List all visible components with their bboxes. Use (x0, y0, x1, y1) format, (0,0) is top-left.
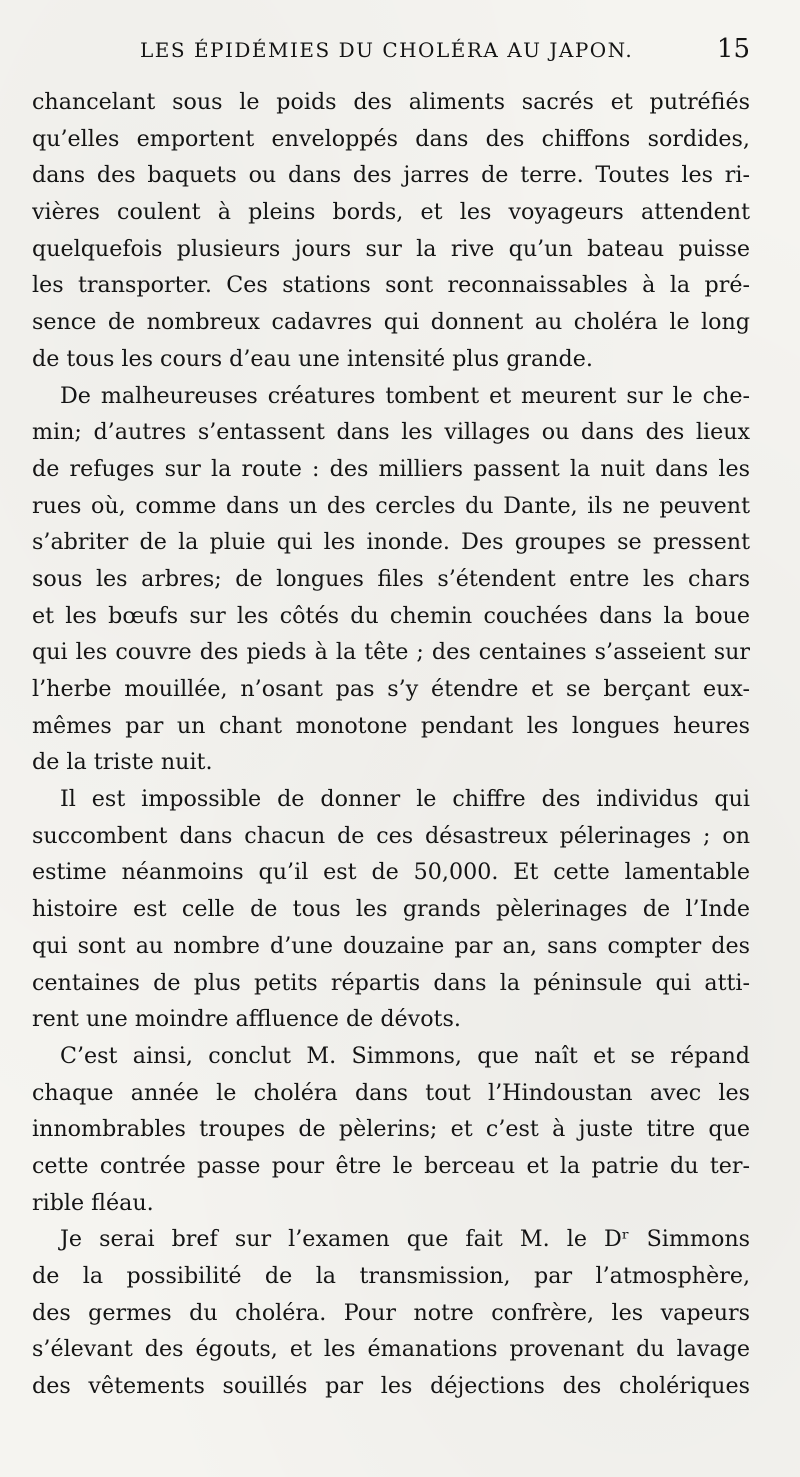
text-line: histoire est celle de tous les grands pèlerinages de l’Inde (32, 896, 750, 923)
text-line: De malheureuses créatures tombent et meurent sur le che- (60, 382, 750, 409)
page-header (140, 34, 750, 68)
text-line: l’herbe mouillée, n’osant pas s’y étendre et se berçant eux- (32, 676, 750, 702)
text-line: des germes du choléra. Pour notre confrère, les vapeurs (32, 1299, 750, 1326)
text-line: de refuges sur la route : des milliers passent la nuit dans les (32, 455, 750, 482)
text-line: qui les couvre des pieds à la tête ; des centaines s’asseient sur (32, 639, 750, 666)
text-line: estime néanmoins qu’il est de 50,000. Et cette lamentable (32, 859, 750, 886)
body-text (32, 84, 750, 1405)
text-line: cette contrée passe pour être le berceau et la patrie du ter- (32, 1152, 750, 1179)
text-line: sous les arbres; de longues files s’étendent entre les chars (32, 565, 750, 592)
text-line: qui sont au nombre d’une douzaine par an, sans compter des (32, 932, 750, 959)
text-line: de la triste nuit. (32, 749, 213, 776)
text-line: mêmes par un chant monotone pendant les longues heures (32, 712, 750, 739)
text-line: chancelant sous le poids des aliments sacrés et putréfiés (32, 89, 750, 115)
text-line: quelquefois plusieurs jours sur la rive qu’un bateau puisse (32, 235, 750, 262)
text-line: rues où, comme dans un des cercles du Dante, ils ne peuvent (32, 492, 750, 519)
text-line: C’est ainsi, conclut M. Simmons, que naît et se répand (60, 1042, 750, 1069)
text-line: min; d’autres s’entassent dans les villages ou dans des lieux (32, 419, 750, 446)
text-line: de tous les cours d’eau une intensité plus grande. (32, 345, 593, 372)
text-line: vières coulent à pleins bords, et les voyageurs attendent (32, 199, 750, 226)
text-line: qu’elles emportent enveloppés dans des chiffons sordides, (32, 125, 750, 152)
text-line: les transporter. Ces stations sont reconnaissables à la pré- (32, 272, 750, 299)
text-line: s’abriter de la pluie qui les inonde. Des groupes se pressent (32, 529, 750, 556)
text-line: de la possibilité de la transmission, par l’atmosphère, (32, 1263, 750, 1289)
text-line: innombrables troupes de pèlerins; et c’est à juste titre que (32, 1116, 750, 1143)
page-number: 15 (716, 34, 750, 64)
text-line: Il est impossible de donner le chiffre des individus qui (60, 786, 750, 813)
text-line: centaines de plus petits répartis dans la péninsule qui atti- (32, 969, 750, 996)
running-title: LES ÉPIDÉMIES DU CHOLÉRA AU JAPON. (140, 38, 634, 62)
text-line: s’élevant des égouts, et les émanations provenant du lavage (32, 1336, 750, 1363)
text-line: dans des baquets ou dans des jarres de terre. Toutes les ri- (32, 162, 750, 189)
text-line: succombent dans chacun de ces désastreux pélerinages ; on (32, 822, 750, 849)
text-line: des vêtements souillés par les déjections des cholériques (32, 1373, 750, 1400)
text-line: rible fléau. (32, 1189, 154, 1216)
text-line: sence de nombreux cadavres qui donnent au choléra le long (32, 309, 750, 336)
text-line: chaque année le choléra dans tout l’Hindoustan avec les (32, 1079, 750, 1106)
text-line: Je serai bref sur l’examen que fait M. le Dʳ Simmons (60, 1226, 750, 1253)
text-line: rent une moindre affluence de dévots. (32, 1006, 461, 1033)
text-line: et les bœufs sur les côtés du chemin couchées dans la boue (32, 602, 750, 629)
